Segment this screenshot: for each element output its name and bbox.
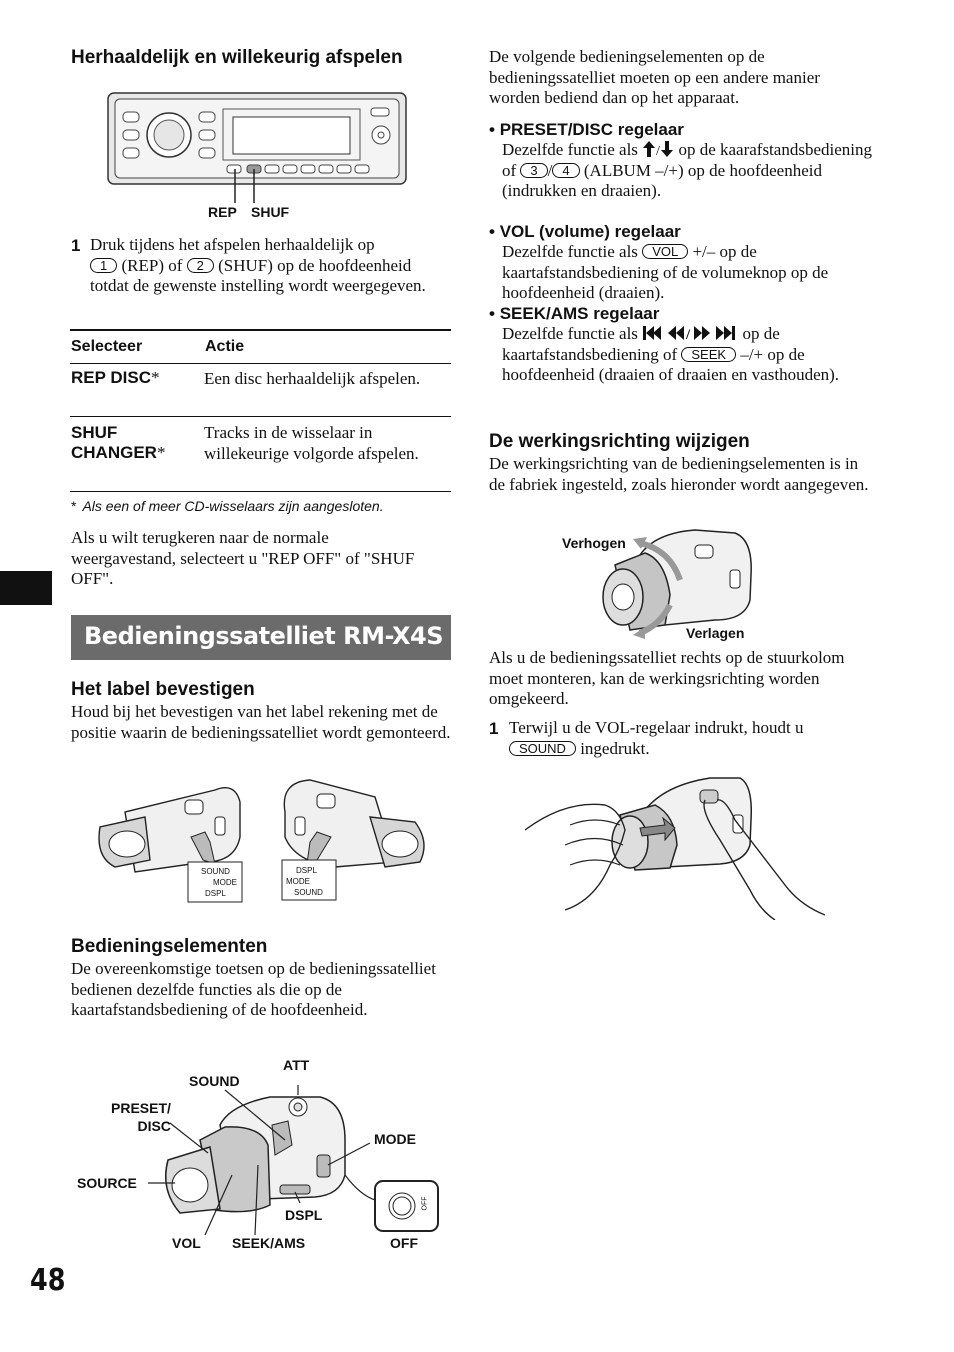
footnote-mark: * xyxy=(151,368,160,387)
rep-disc-label: REP DISC xyxy=(71,368,151,387)
direction-text: De werkingsrichting van de bedieningselementen is in de fabriek ingesteld, zoals hieronder wordt aangegeven. xyxy=(489,454,869,494)
dspl-callout: DSPL xyxy=(285,1207,323,1223)
att-callout: ATT xyxy=(283,1057,310,1073)
b2-t1: Dezelfde functie als xyxy=(502,242,638,261)
shuf-label: SHUF xyxy=(71,423,118,442)
section-banner xyxy=(71,615,451,660)
b1-t1: Dezelfde functie als xyxy=(502,140,638,159)
direction-step-a: Terwijl u de VOL-regelaar indrukt, houdt u xyxy=(509,718,804,737)
key-sound: SOUND xyxy=(509,741,576,756)
b3-t1: Dezelfde functie als xyxy=(502,324,638,343)
footnote-mark: * xyxy=(156,443,166,462)
direction-text-2: Als u de bedieningssatelliet rechts op de stuurkolom moet monteren, kan de werkingsrichting worden omgekeerd. xyxy=(489,648,845,708)
key-1: 1 xyxy=(90,258,117,273)
step-text-c: (SHUF) op de hoofdeenheid totdat de gewenste instelling wordt weergegeven. xyxy=(90,255,426,295)
disc-label: DISC xyxy=(137,1118,171,1134)
step-number: 1 xyxy=(71,236,81,255)
off-callout: OFF xyxy=(390,1235,418,1251)
b1-t2: op de kaarafstandsbediening of xyxy=(502,140,872,180)
key-seek: SEEK xyxy=(681,347,736,362)
footnote-text: Als een of meer CD-wisselaars zijn aangesloten. xyxy=(82,498,384,514)
svg-text:/: / xyxy=(686,327,691,341)
sound-callout: SOUND xyxy=(189,1073,240,1089)
direction-step-b: ingedrukt. xyxy=(580,738,650,758)
table-cell-select xyxy=(71,368,160,388)
source-callout: SOURCE xyxy=(77,1175,137,1191)
table-cell-action: Tracks in de wisselaar in willekeurige volgorde afspelen. xyxy=(204,423,419,463)
increase-label: Verhogen xyxy=(562,535,626,551)
preset-disc-callout xyxy=(111,1099,171,1135)
label-a-sound: SOUND xyxy=(201,867,230,876)
key-4: 4 xyxy=(552,163,579,178)
controls-text: De overeenkomstige toetsen op de bedieningssatelliet bedienen dezelfde functies als die op de kaartafstandsbediening of de hoofdeenheid. xyxy=(71,959,436,1019)
seek-ams-callout: SEEK/AMS xyxy=(232,1235,306,1251)
vol-callout: VOL xyxy=(172,1235,201,1251)
hand-press-illustration xyxy=(525,770,825,920)
label-b-mode: MODE xyxy=(286,877,310,886)
bullet-text: Dezelfde functie als / op de kaarafstandsbediening of 3 / 4 (ALBUM –/+) op de hoofdeenheid (indrukken en draaien). xyxy=(502,140,872,200)
table-footnote xyxy=(71,498,384,514)
decrease-label: Verlagen xyxy=(686,625,745,641)
footnote-star: * xyxy=(71,498,77,514)
bullet-title-text: SEEK/AMS regelaar xyxy=(499,304,660,323)
table-cell-select xyxy=(71,423,165,463)
shuf-callout: SHUF xyxy=(251,204,290,220)
key-vol: VOL xyxy=(642,244,688,259)
step-text-b: (REP) of xyxy=(121,255,183,275)
table-cell-action: Een disc herhaaldelijk afspelen. xyxy=(204,369,421,388)
heading-controls: Bedieningselementen xyxy=(71,936,268,957)
bullet-title-text: VOL (volume) regelaar xyxy=(499,222,681,241)
heading-direction: De werkingsrichting wijzigen xyxy=(489,431,750,452)
intro-text: De volgende bedieningselementen op de bedieningssatelliet moeten op een andere manier worden bediend dan op het apparaat. xyxy=(489,47,820,107)
off-switch-label: OFF xyxy=(421,1196,429,1211)
bullet-title: • VOL (volume) regelaar xyxy=(489,222,681,241)
key-2: 2 xyxy=(187,258,214,273)
label-a xyxy=(197,866,237,899)
direction-step-number: 1 xyxy=(489,719,499,738)
key-3: 3 xyxy=(520,163,547,178)
label-a-mode: MODE xyxy=(213,878,237,887)
label-b xyxy=(284,865,323,898)
changer-label: CHANGER xyxy=(71,443,157,462)
b2-t2: +/– op de kaartafstandsbediening of de volumeknop op de hoofdeenheid (draaien). xyxy=(502,242,829,302)
heading-attach-label: Het label bevestigen xyxy=(71,679,255,700)
rep-callout: REP xyxy=(208,204,237,220)
table-header-select: Selecteer xyxy=(71,338,143,355)
direction-step-text xyxy=(509,718,874,759)
table-row xyxy=(70,364,451,417)
heading-repeat-shuffle: Herhaaldelijk en willekeurig afspelen xyxy=(71,47,403,68)
arrow-up-down-icon xyxy=(642,140,674,158)
bullet-text xyxy=(489,242,874,304)
b1-t3: (ALBUM –/+) op de hoofdeenheid (indrukken en draaien). xyxy=(502,160,822,200)
bullet-text xyxy=(489,324,874,386)
svg-text:/: / xyxy=(656,144,661,158)
bullet-title-text: PRESET/DISC regelaar xyxy=(499,120,684,139)
step-text-a: Druk tijdens het afspelen herhaaldelijk op xyxy=(90,235,375,254)
b3-t2: op de kaartafstandsbediening of xyxy=(502,324,780,364)
bullet-preset-disc xyxy=(489,120,874,202)
b3-t3: –/+ op de hoofdeenheid (draaien of draaien en vasthouden). xyxy=(502,344,840,384)
bullet-title: • PRESET/DISC regelaar xyxy=(489,120,684,139)
preset-label: PRESET/ xyxy=(111,1100,171,1116)
label-b-dspl: DSPL xyxy=(296,866,317,875)
section-tab xyxy=(0,571,52,605)
label-a-dspl: DSPL xyxy=(205,889,226,898)
page-number: 48 xyxy=(30,1263,66,1298)
attach-label-text: Houd bij het bevestigen van het label rekening met de positie waarin de bedieningssatelliet wordt gemonteerd. xyxy=(71,702,451,742)
step-text xyxy=(90,235,450,297)
table-row xyxy=(70,417,451,492)
mode-callout: MODE xyxy=(374,1131,416,1147)
bullet-vol xyxy=(489,222,874,304)
selection-table xyxy=(70,329,451,492)
label-mount-illustration xyxy=(95,772,430,907)
return-text: Als u wilt terugkeren naar de normale weergavestand, selecteert u "REP OFF" of "SHUF OFF". xyxy=(71,528,415,588)
label-b-sound: SOUND xyxy=(294,888,323,897)
banner-title: Bedieningssatelliet RM-X4S xyxy=(84,622,443,650)
table-header-action: Actie xyxy=(205,338,245,355)
bullet-title: • SEEK/AMS regelaar xyxy=(489,304,660,323)
bullet-seek-ams xyxy=(489,304,874,386)
